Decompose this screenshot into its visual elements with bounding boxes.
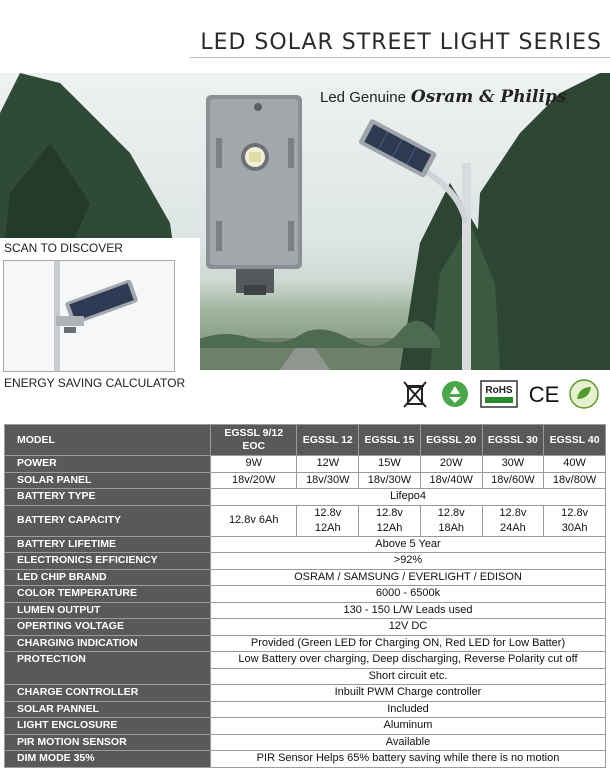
spec-header-row (5, 425, 606, 456)
row-cell: 9W (211, 456, 297, 473)
spec-header-col: EGSSL 9/12 EOC (211, 425, 297, 456)
row-span-cell: 130 - 150 L/W Leads used (211, 602, 606, 619)
row-cell: 12.8v 12Ah (297, 505, 359, 536)
table-row (5, 635, 606, 652)
row-cell: 12.8v 24Ah (482, 505, 544, 536)
row-span-cell: 12V DC (211, 619, 606, 636)
spec-header-col: EGSSL 40 (544, 425, 606, 456)
weee-bin-icon (400, 378, 430, 410)
row-label: OPERTING VOLTAGE (5, 619, 211, 636)
tagline-brands: Osram & Philips (410, 87, 567, 107)
row-label: LIGHT ENCLOSURE (5, 718, 211, 735)
table-row (5, 619, 606, 636)
table-row (5, 652, 606, 669)
title-divider (190, 57, 610, 58)
recycle-icon (440, 378, 470, 410)
spec-header-col: EGSSL 15 (359, 425, 421, 456)
table-row (5, 685, 606, 702)
ce-mark-icon (528, 378, 560, 410)
row-span-cell: Lifepo4 (211, 489, 606, 506)
table-row (5, 751, 606, 768)
spec-header-model: MODEL (5, 425, 211, 456)
spec-table (4, 424, 606, 768)
row-cell: 18v/30W (297, 472, 359, 489)
row-label: SOLAR PANNEL (5, 701, 211, 718)
spec-header-col: EGSSL 30 (482, 425, 544, 456)
row-label: PIR MOTION SENSOR (5, 734, 211, 751)
scan-thumbnail[interactable] (3, 260, 175, 372)
row-span-cell: Above 5 Year (211, 536, 606, 553)
row-label: CHARGE CONTROLLER (5, 685, 211, 702)
certification-logos (400, 378, 605, 412)
row-span-cell: Low Battery over charging, Deep discharging, Reverse Polarity cut off (211, 652, 606, 669)
row-label: CHARGING INDICATION (5, 635, 211, 652)
row-cell: 18v/30W (359, 472, 421, 489)
row-cell: 12W (297, 456, 359, 473)
table-row (5, 718, 606, 735)
street-light-thumbnail-icon (4, 261, 174, 371)
svg-text:CE: CE (528, 382, 560, 407)
row-label: LUMEN OUTPUT (5, 602, 211, 619)
row-cell: 12.8v 30Ah (544, 505, 606, 536)
row-cell: 18v/20W (211, 472, 297, 489)
row-cell: 15W (359, 456, 421, 473)
row-label: BATTERY LIFETIME (5, 536, 211, 553)
table-row (5, 536, 606, 553)
row-cell: 12.8v 18Ah (420, 505, 482, 536)
calculator-caption: ENERGY SAVING CALCULATOR (4, 376, 186, 390)
row-span-cell: Short circuit etc. (211, 668, 606, 685)
row-cell: 18v/40W (420, 472, 482, 489)
eco-leaf-icon (568, 378, 600, 410)
scan-title: SCAN TO DISCOVER (4, 241, 123, 255)
table-row (5, 602, 606, 619)
scan-panel (0, 238, 200, 398)
row-cell: 30W (482, 456, 544, 473)
table-row (5, 586, 606, 603)
row-cell: 40W (544, 456, 606, 473)
row-span-cell: Inbuilt PWM Charge controller (211, 685, 606, 702)
row-label: LED CHIP BRAND (5, 569, 211, 586)
table-row (5, 734, 606, 751)
row-span-cell: 6000 - 6500k (211, 586, 606, 603)
tagline-prefix: Led Genuine (320, 89, 406, 106)
row-span-cell: Available (211, 734, 606, 751)
row-span-cell: Included (211, 701, 606, 718)
row-label: BATTERY TYPE (5, 489, 211, 506)
spec-header-col: EGSSL 20 (420, 425, 482, 456)
row-span-cell: Aluminum (211, 718, 606, 735)
row-label: ELECTRONICS EFFICIENCY (5, 553, 211, 570)
row-label: POWER (5, 456, 211, 473)
row-label: SOLAR PANEL (5, 472, 211, 489)
table-row (5, 505, 606, 536)
row-span-cell: >92% (211, 553, 606, 570)
row-label: PROTECTION (5, 652, 211, 685)
row-label: DIM MODE 35% (5, 751, 211, 768)
table-row (5, 472, 606, 489)
table-row (5, 489, 606, 506)
row-span-cell: OSRAM / SAMSUNG / EVERLIGHT / EDISON (211, 569, 606, 586)
row-label: BATTERY CAPACITY (5, 505, 211, 536)
row-cell: 18v/80W (544, 472, 606, 489)
row-span-cell: PIR Sensor Helps 65% battery saving while there is no motion (211, 751, 606, 768)
page-title: LED SOLAR STREET LIGHT SERIES (200, 30, 602, 55)
table-row (5, 701, 606, 718)
row-span-cell: Provided (Green LED for Charging ON, Red LED for Low Batter) (211, 635, 606, 652)
svg-text:RoHS: RoHS (485, 385, 513, 396)
table-row (5, 553, 606, 570)
row-cell: 20W (420, 456, 482, 473)
table-row (5, 456, 606, 473)
row-cell: 12.8v 6Ah (211, 505, 297, 536)
table-row (5, 569, 606, 586)
spec-header-col: EGSSL 12 (297, 425, 359, 456)
row-cell: 12.8v 12Ah (359, 505, 421, 536)
rohs-compliant-icon (480, 378, 518, 410)
hero-tagline (320, 87, 566, 107)
row-label: COLOR TEMPERATURE (5, 586, 211, 603)
row-cell: 18v/60W (482, 472, 544, 489)
